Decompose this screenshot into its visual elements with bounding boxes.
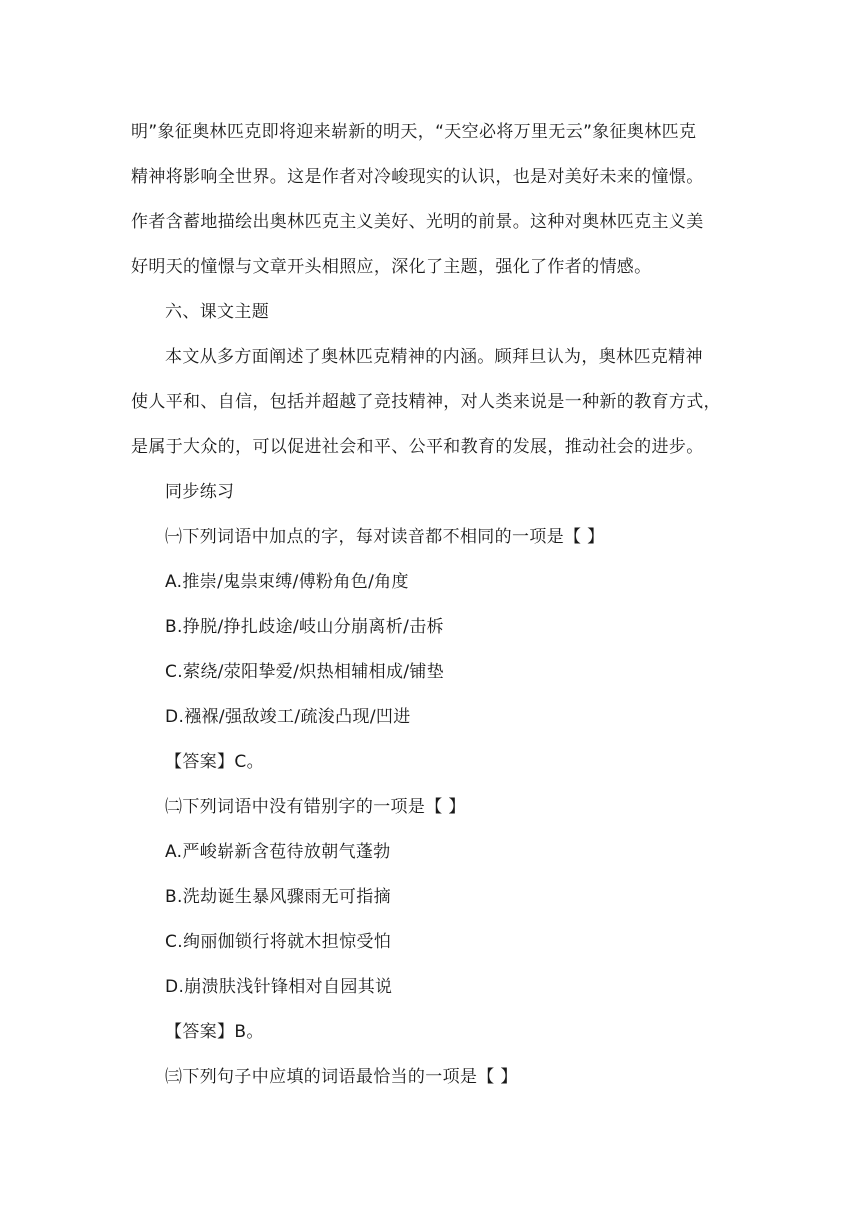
section-heading: 六、课文主题 [165,302,270,322]
body-text-line: 明”象征奥林匹克即将迎来崭新的明天，“天空必将万里无云”象征奥林匹克 [131,122,697,142]
question-stem: ㈠下列词语中加点的字，每对读音都不相同的一项是【 】 [165,527,605,547]
question-option: A.推崇/鬼祟束缚/傅粉角色/角度 [165,572,409,592]
body-text-line: 本文从多方面阐述了奥林匹克精神的内涵。顾拜旦认为，奥林匹克精神 [165,347,703,367]
question-stem: ㈢下列句子中应填的词语最恰当的一项是【 】 [165,1067,518,1087]
question-stem: ㈡下列词语中没有错别字的一项是【 】 [165,797,466,817]
answer-line: 【答案】C。 [165,752,264,772]
document-body [131,110,731,1100]
body-text-line: 精神将影响全世界。这是作者对冷峻现实的认识，也是对美好未来的憧憬。 [131,167,704,187]
body-text-line: 作者含蓄地描绘出奥林匹克主义美好、光明的前景。这种对奥林匹克主义美 [131,212,704,232]
question-option: D.崩溃肤浅针锋相对自园其说 [165,977,393,997]
body-text-line: 使人平和、自信，包括并超越了竞技精神，对人类来说是一种新的教育方式， [131,392,721,412]
question-option: B.洗劫诞生暴风骤雨无可指摘 [165,887,391,907]
body-text-line: 是属于大众的，可以促进社会和平、公平和教育的发展，推动社会的进步。 [131,437,704,457]
body-text-line: 好明天的憧憬与文章开头相照应，深化了主题，强化了作者的情感。 [131,257,652,277]
question-option: D.襁褓/强敌竣工/疏浚凸现/凹进 [165,707,411,727]
exercise-heading: 同步练习 [165,482,235,502]
question-option: C.绚丽伽锁行将就木担惊受怕 [165,932,392,952]
question-option: C.萦绕/荥阳挚爱/炽热相辅相成/铺垫 [165,662,445,682]
answer-line: 【答案】B。 [165,1022,264,1042]
question-option: A.严峻崭新含苞待放朝气蓬勃 [165,842,391,862]
question-option: B.挣脱/挣扎歧途/岐山分崩离析/击柝 [165,617,444,637]
